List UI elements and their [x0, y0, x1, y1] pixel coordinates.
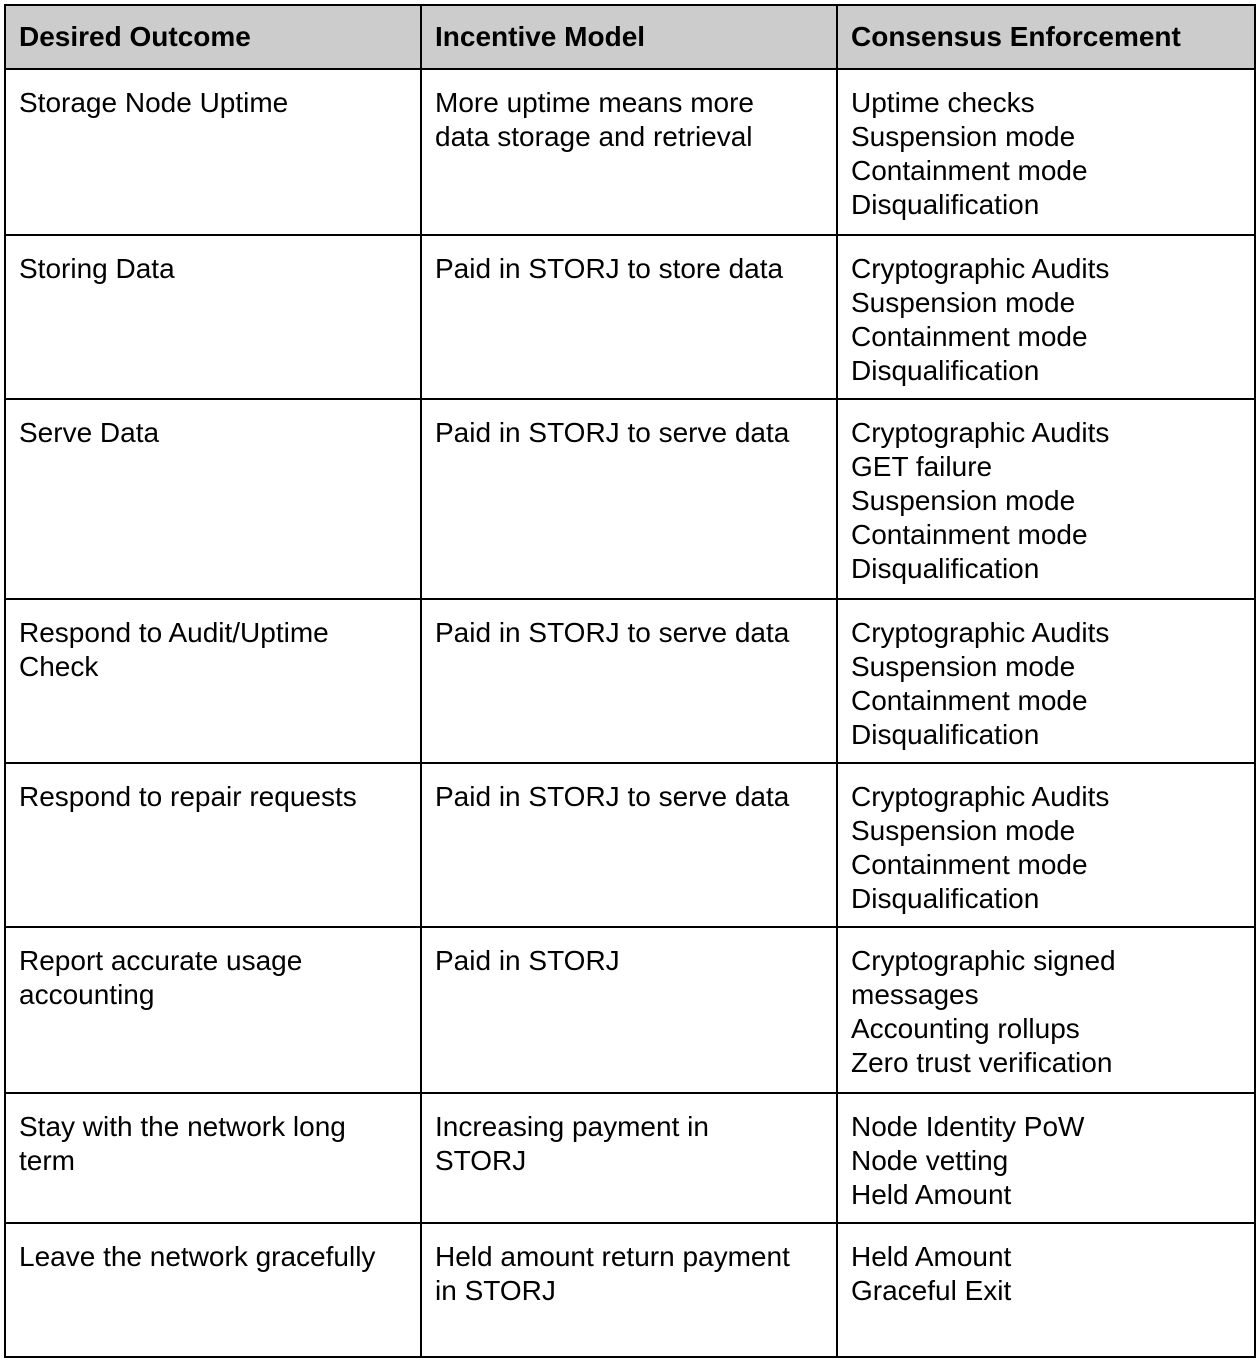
cell-text-line: Accounting rollups — [851, 1013, 1080, 1044]
cell-text-line: Suspension mode — [851, 651, 1076, 682]
cell-text-line: messages — [851, 979, 979, 1010]
cell-text-line: Uptime checks — [851, 87, 1035, 118]
consensus-enforcement-cell — [837, 1093, 1255, 1223]
desired-outcome-cell — [5, 69, 421, 235]
cell-text-line: Disqualification — [851, 719, 1040, 750]
cell-text-line: Held Amount — [851, 1179, 1012, 1210]
cell-text-line: data storage and retrieval — [435, 121, 753, 152]
cell-text-line: Containment mode — [851, 849, 1088, 880]
consensus-enforcement-cell — [837, 235, 1255, 399]
incentive-model-cell — [421, 399, 837, 599]
cell-text-line: Disqualification — [851, 355, 1040, 386]
cell-text-line: Disqualification — [851, 883, 1040, 914]
incentive-model-cell — [421, 763, 837, 927]
table-row — [5, 927, 1255, 1093]
cell-text-line: Containment mode — [851, 519, 1088, 550]
table-row — [5, 399, 1255, 599]
incentive-table — [4, 4, 1256, 1358]
cell-text-line: GET failure — [851, 451, 993, 482]
cell-text-line: Paid in STORJ — [435, 945, 620, 976]
cell-text-line: Paid in STORJ to serve data — [435, 417, 790, 448]
desired-outcome-cell — [5, 599, 421, 763]
cell-text-line: Containment mode — [851, 685, 1088, 716]
table-body — [5, 69, 1255, 1357]
desired-outcome-cell — [5, 927, 421, 1093]
cell-text-line: Serve Data — [19, 417, 160, 448]
cell-text-line: Suspension mode — [851, 121, 1076, 152]
cell-text-line: Cryptographic Audits — [851, 417, 1110, 448]
cell-text-line: Suspension mode — [851, 287, 1076, 318]
header-consensus-enforcement: Consensus Enforcement — [837, 5, 1255, 69]
cell-text-line: Suspension mode — [851, 485, 1076, 516]
cell-text-line: STORJ — [435, 1145, 527, 1176]
cell-text-line: Respond to repair requests — [19, 781, 357, 812]
cell-text-line: Held Amount — [851, 1241, 1012, 1272]
cell-text-line: Zero trust verification — [851, 1047, 1113, 1078]
incentive-model-cell — [421, 235, 837, 399]
cell-text-line: Containment mode — [851, 155, 1088, 186]
cell-text-line: in STORJ — [435, 1275, 556, 1306]
consensus-enforcement-cell — [837, 1223, 1255, 1357]
cell-text-line: Cryptographic Audits — [851, 617, 1110, 648]
cell-text-line: Leave the network gracefully — [19, 1241, 376, 1272]
consensus-enforcement-cell — [837, 599, 1255, 763]
header-desired-outcome: Desired Outcome — [5, 5, 421, 69]
cell-text-line: Paid in STORJ to store data — [435, 253, 784, 284]
cell-text-line: Node Identity PoW — [851, 1111, 1085, 1142]
cell-text-line: Storage Node Uptime — [19, 87, 289, 118]
incentive-model-cell — [421, 1223, 837, 1357]
cell-text-line: Graceful Exit — [851, 1275, 1012, 1306]
table-row — [5, 599, 1255, 763]
incentive-model-cell — [421, 1093, 837, 1223]
cell-text-line: Held amount return payment — [435, 1241, 790, 1272]
cell-text-line: More uptime means more — [435, 87, 755, 118]
desired-outcome-cell — [5, 763, 421, 927]
table-row — [5, 235, 1255, 399]
cell-text-line: Storing Data — [19, 253, 175, 284]
cell-text-line: Paid in STORJ to serve data — [435, 617, 790, 648]
cell-text-line: term — [19, 1145, 75, 1176]
cell-text-line: Disqualification — [851, 553, 1040, 584]
cell-text-line: Stay with the network long — [19, 1111, 346, 1142]
cell-text-line: Check — [19, 651, 99, 682]
cell-text-line: Respond to Audit/Uptime — [19, 617, 329, 648]
header-incentive-model: Incentive Model — [421, 5, 837, 69]
cell-text-line: accounting — [19, 979, 155, 1010]
cell-text-line: Cryptographic Audits — [851, 253, 1110, 284]
incentive-model-cell — [421, 69, 837, 235]
cell-text-line: Disqualification — [851, 189, 1040, 220]
cell-text-line: Cryptographic Audits — [851, 781, 1110, 812]
table-row — [5, 763, 1255, 927]
table-row — [5, 1093, 1255, 1223]
table-row — [5, 1223, 1255, 1357]
consensus-enforcement-cell — [837, 763, 1255, 927]
table-row — [5, 69, 1255, 235]
cell-text-line: Suspension mode — [851, 815, 1076, 846]
desired-outcome-cell — [5, 1093, 421, 1223]
desired-outcome-cell — [5, 1223, 421, 1357]
desired-outcome-cell — [5, 399, 421, 599]
consensus-enforcement-cell — [837, 69, 1255, 235]
consensus-enforcement-cell — [837, 399, 1255, 599]
cell-text-line: Cryptographic signed — [851, 945, 1116, 976]
cell-text-line: Node vetting — [851, 1145, 1009, 1176]
consensus-enforcement-cell — [837, 927, 1255, 1093]
cell-text-line: Report accurate usage — [19, 945, 303, 976]
cell-text-line: Paid in STORJ to serve data — [435, 781, 790, 812]
incentive-model-cell — [421, 599, 837, 763]
desired-outcome-cell — [5, 235, 421, 399]
cell-text-line: Increasing payment in — [435, 1111, 709, 1142]
cell-text-line: Containment mode — [851, 321, 1088, 352]
header-row — [5, 5, 1255, 69]
incentive-model-cell — [421, 927, 837, 1093]
